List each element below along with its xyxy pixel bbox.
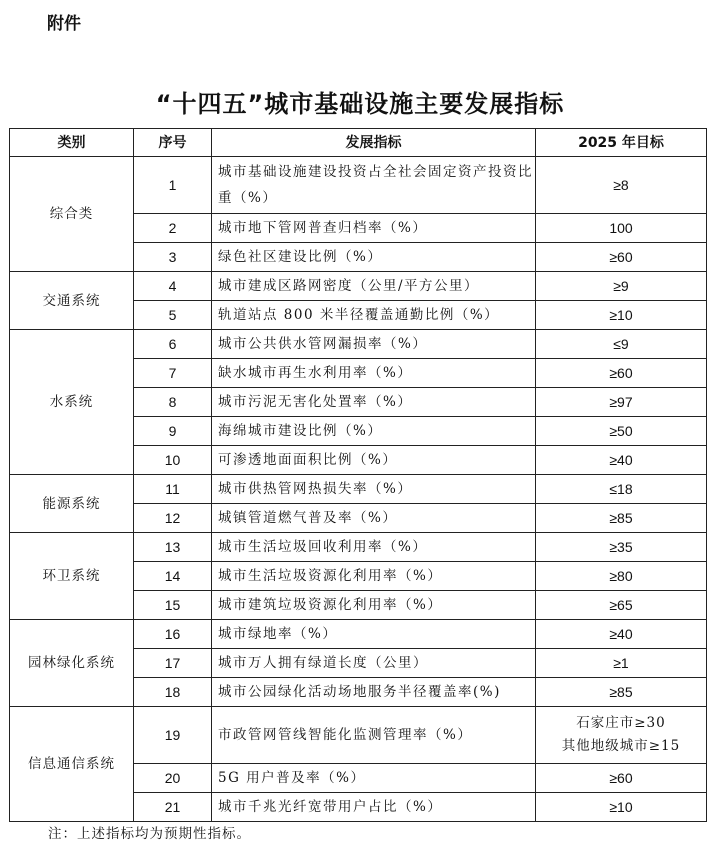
number-cell: 9 bbox=[134, 417, 212, 446]
header-number: 序号 bbox=[134, 129, 212, 157]
number-cell: 12 bbox=[134, 504, 212, 533]
table-row bbox=[10, 620, 707, 649]
target-cell: ≥85 bbox=[536, 504, 707, 533]
target-cell: ≥8 bbox=[536, 157, 707, 214]
indicator-cell: 缺水城市再生水利用率（%） bbox=[212, 359, 536, 388]
number-cell: 11 bbox=[134, 475, 212, 504]
target-cell: ≤9 bbox=[536, 330, 707, 359]
indicator-cell: 城市生活垃圾资源化利用率（%） bbox=[212, 562, 536, 591]
category-cell: 水系统 bbox=[10, 330, 134, 475]
number-cell: 13 bbox=[134, 533, 212, 562]
indicator-cell: 城市建成区路网密度（公里/平方公里） bbox=[212, 272, 536, 301]
indicator-cell: 城市生活垃圾回收利用率（%） bbox=[212, 533, 536, 562]
number-cell: 14 bbox=[134, 562, 212, 591]
category-cell: 综合类 bbox=[10, 157, 134, 272]
category-cell: 园林绿化系统 bbox=[10, 620, 134, 707]
target-line: 石家庄市≥30 bbox=[576, 715, 666, 731]
indicator-table bbox=[9, 128, 707, 822]
number-cell: 5 bbox=[134, 301, 212, 330]
target-cell: ≥10 bbox=[536, 793, 707, 822]
header-indicator: 发展指标 bbox=[212, 129, 536, 157]
target-cell: ≥60 bbox=[536, 764, 707, 793]
indicator-cell: 城市污泥无害化处置率（%） bbox=[212, 388, 536, 417]
category-cell: 信息通信系统 bbox=[10, 707, 134, 822]
target-cell: ≥50 bbox=[536, 417, 707, 446]
table-header-row bbox=[10, 129, 707, 157]
table-row bbox=[10, 475, 707, 504]
target-cell: 100 bbox=[536, 214, 707, 243]
header-target: 2025 年目标 bbox=[536, 129, 707, 157]
indicator-cell: 海绵城市建设比例（%） bbox=[212, 417, 536, 446]
indicator-cell: 城市公园绿化活动场地服务半径覆盖率(%) bbox=[212, 678, 536, 707]
target-cell: ≥10 bbox=[536, 301, 707, 330]
indicator-cell: 城市千兆光纤宽带用户占比（%） bbox=[212, 793, 536, 822]
number-cell: 17 bbox=[134, 649, 212, 678]
indicator-cell: 城市建筑垃圾资源化利用率（%） bbox=[212, 591, 536, 620]
category-cell: 能源系统 bbox=[10, 475, 134, 533]
target-cell: ≥9 bbox=[536, 272, 707, 301]
category-cell: 交通系统 bbox=[10, 272, 134, 330]
number-cell: 20 bbox=[134, 764, 212, 793]
target-cell: ≥40 bbox=[536, 446, 707, 475]
table-row bbox=[10, 157, 707, 214]
number-cell: 3 bbox=[134, 243, 212, 272]
indicator-cell: 5G 用户普及率（%） bbox=[212, 764, 536, 793]
number-cell: 8 bbox=[134, 388, 212, 417]
indicator-cell: 城市地下管网普查归档率（%） bbox=[212, 214, 536, 243]
table-row bbox=[10, 330, 707, 359]
target-cell: ≥97 bbox=[536, 388, 707, 417]
target-cell: ≥65 bbox=[536, 591, 707, 620]
indicator-cell: 可渗透地面面积比例（%） bbox=[212, 446, 536, 475]
indicator-cell: 绿色社区建设比例（%） bbox=[212, 243, 536, 272]
header-category: 类别 bbox=[10, 129, 134, 157]
indicator-cell: 轨道站点 800 米半径覆盖通勤比例（%） bbox=[212, 301, 536, 330]
target-cell: ≥35 bbox=[536, 533, 707, 562]
table-row bbox=[10, 533, 707, 562]
number-cell: 2 bbox=[134, 214, 212, 243]
indicator-cell: 城镇管道燃气普及率（%） bbox=[212, 504, 536, 533]
table-row bbox=[10, 272, 707, 301]
footnote: 注：上述指标均为预期性指标。 bbox=[48, 826, 251, 842]
target-cell: ≥60 bbox=[536, 359, 707, 388]
category-cell: 环卫系统 bbox=[10, 533, 134, 620]
target-cell: ≥80 bbox=[536, 562, 707, 591]
number-cell: 6 bbox=[134, 330, 212, 359]
number-cell: 18 bbox=[134, 678, 212, 707]
table-row bbox=[10, 707, 707, 764]
indicator-cell: 城市万人拥有绿道长度（公里） bbox=[212, 649, 536, 678]
indicator-cell: 市政管网管线智能化监测管理率（%） bbox=[212, 707, 536, 764]
target-cell: ≥85 bbox=[536, 678, 707, 707]
target-cell: ≤18 bbox=[536, 475, 707, 504]
indicator-cell: 城市绿地率（%） bbox=[212, 620, 536, 649]
page-title: “十四五”城市基础设施主要发展指标 bbox=[155, 90, 565, 118]
target-line: 其他地级城市≥15 bbox=[561, 738, 681, 754]
indicator-cell: 城市供热管网热损失率（%） bbox=[212, 475, 536, 504]
number-cell: 1 bbox=[134, 157, 212, 214]
attachment-label: 附件 bbox=[47, 14, 81, 34]
target-cell: ≥40 bbox=[536, 620, 707, 649]
number-cell: 16 bbox=[134, 620, 212, 649]
number-cell: 7 bbox=[134, 359, 212, 388]
number-cell: 15 bbox=[134, 591, 212, 620]
table-body bbox=[10, 157, 707, 822]
number-cell: 21 bbox=[134, 793, 212, 822]
target-cell bbox=[536, 707, 707, 764]
number-cell: 10 bbox=[134, 446, 212, 475]
number-cell: 4 bbox=[134, 272, 212, 301]
target-cell: ≥60 bbox=[536, 243, 707, 272]
indicator-cell: 城市公共供水管网漏损率（%） bbox=[212, 330, 536, 359]
target-cell: ≥1 bbox=[536, 649, 707, 678]
indicator-cell: 城市基础设施建设投资占全社会固定资产投资比重（%） bbox=[212, 157, 536, 214]
number-cell: 19 bbox=[134, 707, 212, 764]
